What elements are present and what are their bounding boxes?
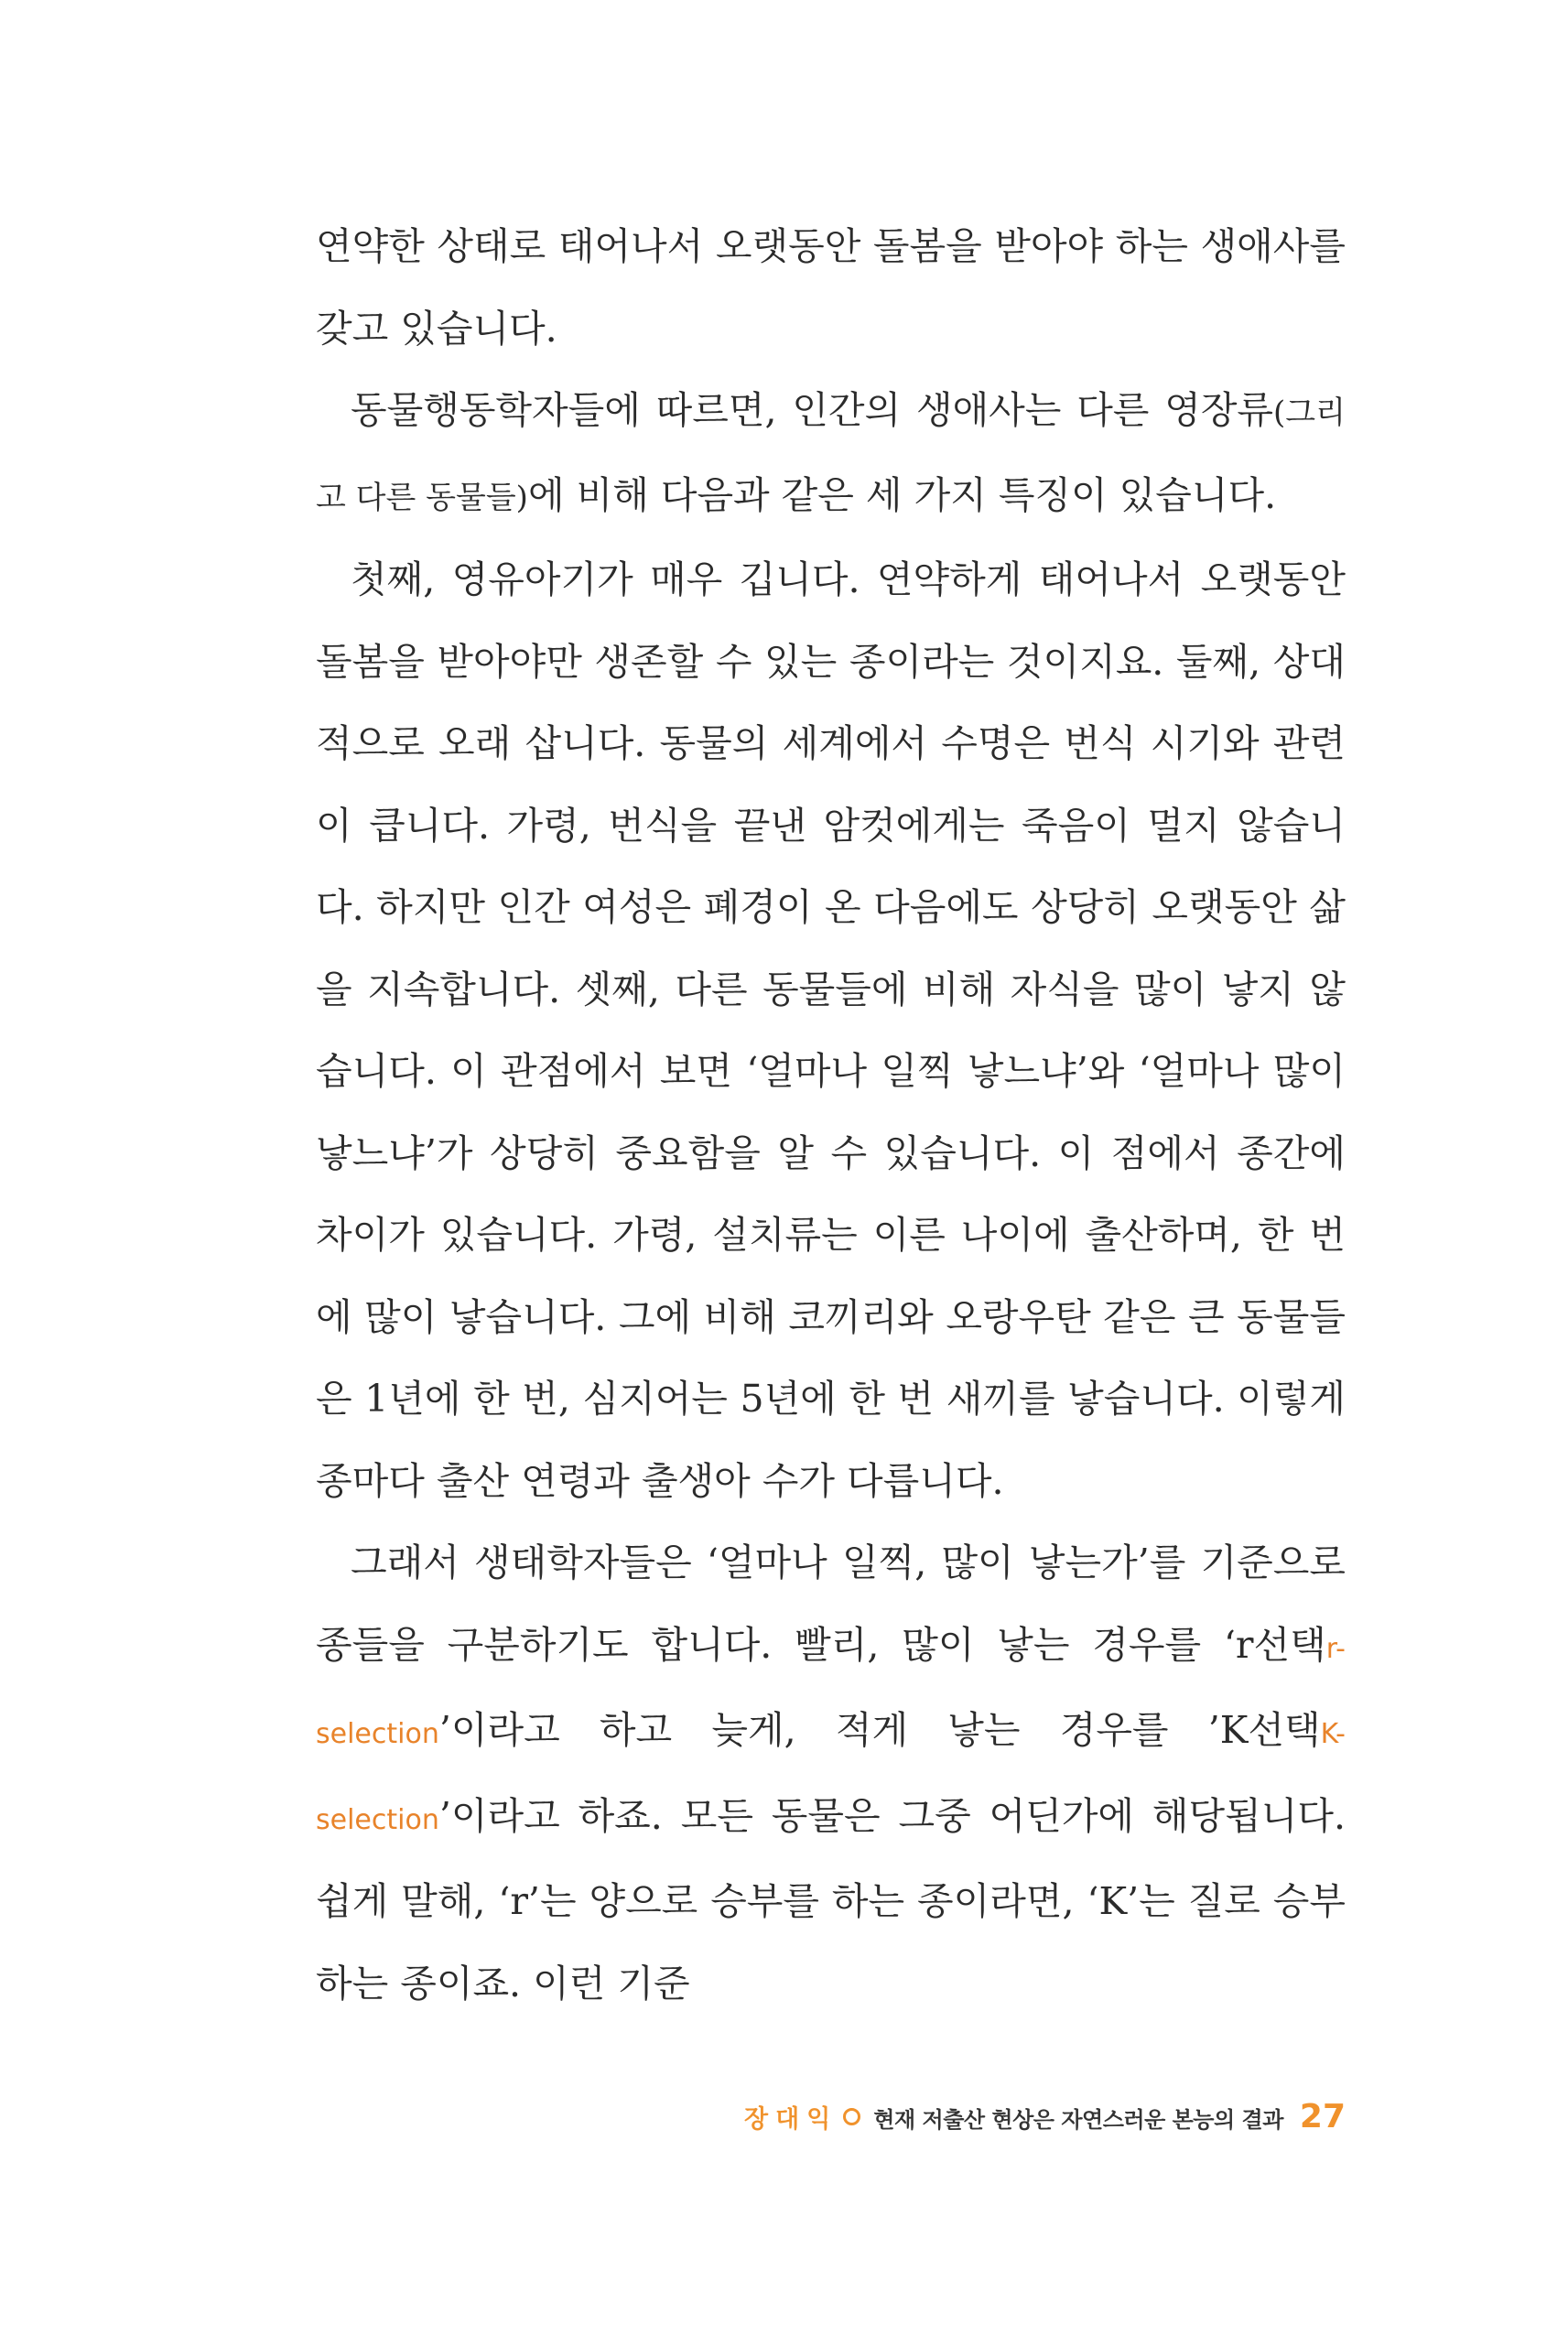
paragraph-2 <box>316 370 1346 539</box>
running-footer <box>744 2098 1346 2149</box>
paragraph-4-text-b: ’이라고 하고 늦게, 적게 낳는 경우를 ’K선택 <box>438 1708 1321 1752</box>
circle-bullet-icon <box>843 2108 860 2125</box>
paragraph-2-text-a: 동물행동학자들에 따르면, 인간의 생애사는 다른 영장류 <box>351 388 1274 432</box>
body-text <box>316 206 1346 2025</box>
parenthetical-note: (그리고 다른 동물들) <box>316 395 1346 516</box>
paragraph-4-text-c: ’이라고 하죠. 모든 동물은 그중 어딘가에 해당됩니다. 쉽게 말해, ‘r’는 양으로 승부를 하는 종이라면, ‘K’는 질로 승부하는 종이죠. 이런 기준 <box>316 1793 1346 2005</box>
term-r-selection: r-selection <box>316 1632 1346 1750</box>
page-number: 27 <box>1299 2098 1346 2135</box>
term-k-selection: K-selection <box>316 1718 1346 1836</box>
footer-author: 장대익 <box>744 2105 838 2134</box>
paragraph-1: 연약한 상태로 태어나서 오랫동안 돌봄을 받아야 하는 생애사를 갖고 있습니다. <box>316 224 1346 351</box>
paragraph-4-text-a: 그래서 생태학자들은 ‘얼마나 일찍, 많이 낳는가’를 기준으로 종들을 구분하기도 합니다. 빨리, 많이 낳는 경우를 ‘r선택 <box>316 1541 1346 1667</box>
paragraph-2-text-b: 에 비해 다음과 같은 세 가지 특징이 있습니다. <box>527 472 1277 517</box>
footer-chapter-title: 현재 저출산 현상은 자연스러운 본능의 결과 <box>873 2107 1283 2133</box>
paragraph-3: 첫째, 영유아기가 매우 깁니다. 연약하게 태어나서 오랫동안 돌봄을 받아야만 생존할 수 있는 종이라는 것이지요. 둘째, 상대적으로 오래 삽니다. 동물의 세계에서 수명은 번식 시기와 관련이 큽니다. 가령, 번식을 끝낸 암컷에게는 죽음이 멀지 않습니다. 하지만 인간 여성은 폐경이 온 다음에도 상당히 오랫동안 삶을 지속합니다. 셋째, 다른 동물들에 비해 자식을 많이 낳지 않습니다. 이 관점에서 보면 ‘얼마나 일찍 낳느냐’와 ‘얼마나 많이 낳느냐’가 상당히 중요함을 알 수 있습니다. 이 점에서 종간에 차이가 있습니다. 가령, 설치류는 이른 나이에 출산하며, 한 번에 많이 낳습니다. 그에 비해 코끼리와 오랑우탄 같은 큰 동물들은 1년에 한 번, 심지어는 5년에 한 번 새끼를 낳습니다. 이렇게 종마다 출산 연령과 출생아 수가 다릅니다. <box>316 557 1346 1503</box>
paragraph-4 <box>316 1522 1346 2025</box>
